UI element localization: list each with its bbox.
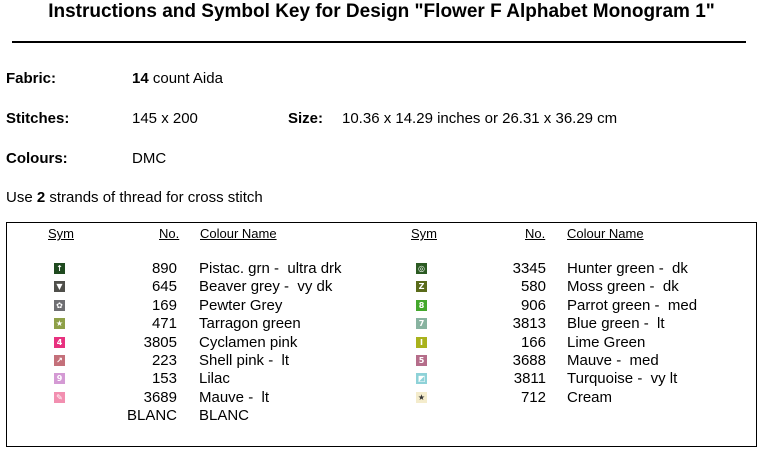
- colours-label: Colours:: [6, 150, 68, 167]
- right-header-name: Colour Name: [567, 226, 644, 241]
- right-key-row: [7, 389, 756, 407]
- colours-value: DMC: [132, 150, 167, 167]
- dmc-number: BLANC: [126, 407, 177, 425]
- colour-name: Lime Green: [567, 333, 646, 351]
- blank-icon: [54, 410, 65, 421]
- dmc-number: 169: [151, 296, 177, 314]
- digit-4-icon: 4: [54, 337, 65, 348]
- digit-7-icon: 7: [416, 318, 427, 329]
- size-value: 10.36 x 14.29 inches or 26.31 x 36.29 cm: [342, 110, 618, 127]
- pencil-icon: ✎: [54, 392, 65, 403]
- colour-name: Shell pink - lt: [199, 352, 290, 369]
- title-divider: [12, 41, 746, 43]
- colour-name: Cream: [567, 388, 613, 406]
- fabric-type: count Aida: [148, 70, 223, 87]
- colour-name: Lilac: [199, 370, 230, 388]
- dmc-number: 223: [151, 352, 177, 369]
- size-label: Size:: [288, 110, 324, 127]
- digit-9-icon: 9: [54, 373, 65, 384]
- colour-name: BLANC: [199, 407, 250, 425]
- down-triangle-icon: ▼: [54, 281, 65, 292]
- dmc-number: 580: [520, 278, 546, 296]
- star-box-icon: ★: [417, 392, 426, 402]
- colour-name: Mauve - med: [567, 352, 659, 369]
- half-square-icon: ◩: [417, 374, 426, 384]
- dmc-number: 3688: [512, 352, 546, 369]
- right-header-no: No.: [525, 226, 546, 241]
- right-key-row: [7, 297, 756, 315]
- right-key-row: [7, 370, 756, 388]
- left-header-name: Colour Name: [200, 226, 277, 241]
- right-key-row: [7, 352, 756, 370]
- dmc-number: 712: [520, 388, 546, 406]
- dmc-number: 3345: [512, 260, 546, 277]
- colour-name: Hunter green - dk: [567, 260, 688, 277]
- dmc-number: 471: [151, 315, 177, 333]
- colour-name: Parrot green - med: [567, 296, 698, 314]
- up-arrow-icon: ↑: [54, 263, 65, 274]
- right-header-sym: Sym: [411, 226, 437, 241]
- colour-name: Beaver grey - vy dk: [199, 278, 333, 296]
- strands-count: 2: [36, 189, 46, 206]
- dmc-number: 153: [151, 370, 177, 388]
- letter-z-icon: Z: [416, 281, 427, 292]
- stitches-value: 145 x 200: [132, 110, 198, 127]
- symbol-key-table: [6, 222, 757, 447]
- dmc-number: 3811: [513, 370, 546, 388]
- dmc-number: 645: [151, 278, 177, 296]
- diagonal-arrow-icon: ↗: [54, 355, 65, 366]
- dmc-number: 906: [520, 296, 546, 314]
- left-key-row: [7, 407, 756, 425]
- colour-name: Pewter Grey: [199, 296, 283, 314]
- colour-name: Blue green - lt: [567, 315, 665, 333]
- dmc-number: 890: [151, 260, 177, 277]
- dmc-number: 3813: [512, 315, 546, 333]
- fabric-count: 14: [132, 70, 149, 87]
- colour-name: Turquoise - vy lt: [567, 370, 678, 388]
- bar-icon: I: [416, 337, 427, 348]
- fabric-label: Fabric:: [6, 70, 57, 87]
- right-key-row: [7, 334, 756, 352]
- colour-name: Pistac. grn - ultra drk: [199, 260, 342, 277]
- dmc-number: 166: [520, 333, 546, 351]
- colour-name: Moss green - dk: [567, 278, 679, 296]
- strands-note-before: Use: [6, 189, 37, 206]
- digit-8-icon: 8: [416, 300, 427, 311]
- left-header-no: No.: [159, 226, 180, 241]
- dmc-number: 3805: [143, 333, 177, 351]
- left-header-sym: Sym: [48, 226, 74, 241]
- target-icon: ◎: [416, 263, 427, 274]
- strands-note: [6, 189, 263, 206]
- colour-name: Mauve - lt: [199, 388, 270, 406]
- stitches-label: Stitches:: [6, 110, 70, 127]
- fabric-value: [132, 70, 223, 87]
- dmc-number: 3689: [143, 388, 177, 406]
- right-key-row: [7, 278, 756, 296]
- flower-icon: ✿: [54, 300, 65, 311]
- page-title: Instructions and Symbol Key for Design "Flower F Alphabet Monogram 1": [48, 1, 715, 22]
- colour-name: Tarragon green: [199, 315, 301, 333]
- colour-name: Cyclamen pink: [199, 333, 298, 351]
- right-key-row: [7, 260, 756, 278]
- digit-5-icon: 5: [416, 355, 427, 366]
- right-key-row: [7, 315, 756, 333]
- star-icon: ★: [55, 319, 64, 329]
- strands-note-after: strands of thread for cross stitch: [45, 189, 263, 206]
